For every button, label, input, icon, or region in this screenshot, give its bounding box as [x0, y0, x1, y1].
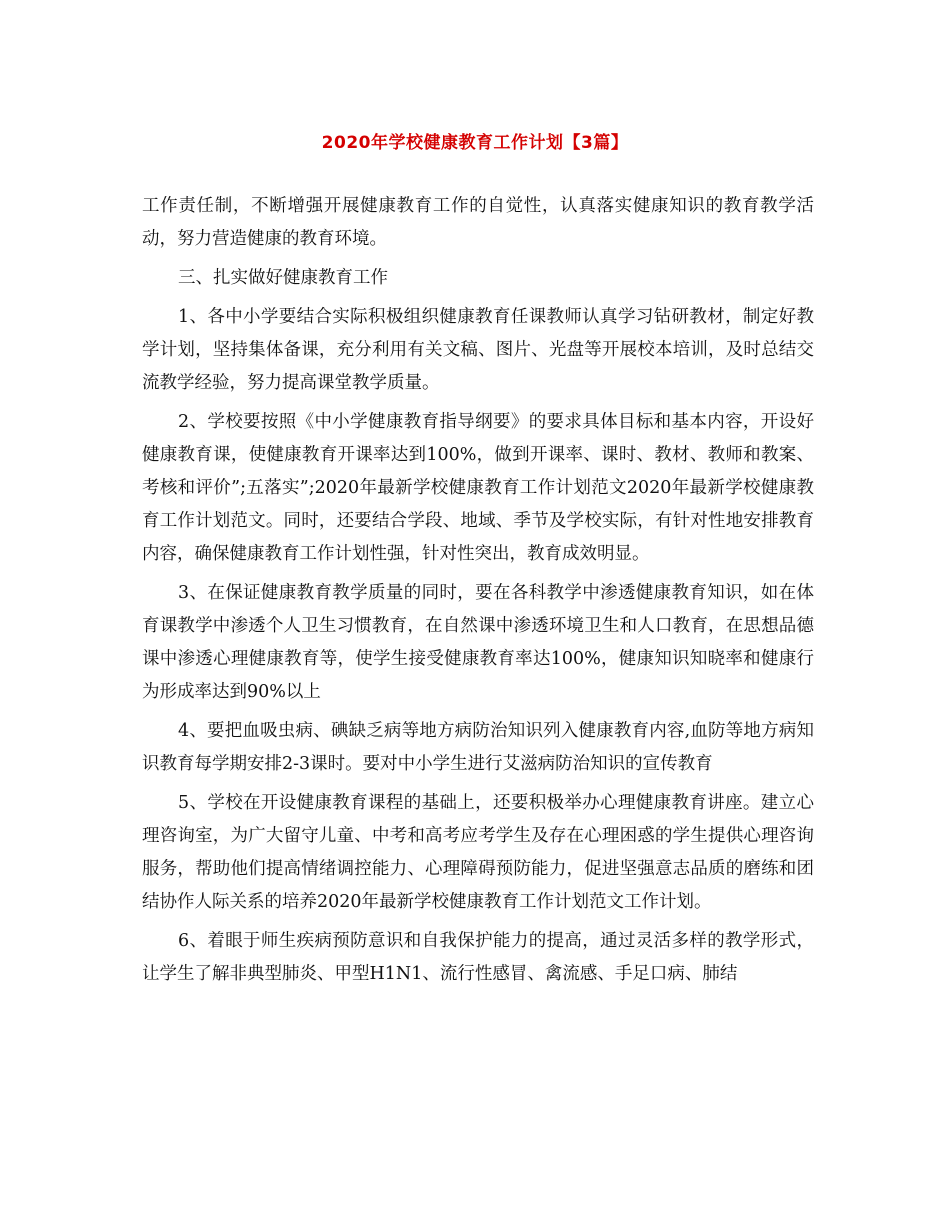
- paragraph-item-4: 4、要把血吸虫病、碘缺乏病等地方病防治知识列入健康教育内容,血防等地方病知识教育每学期安排2-3课时。要对中小学生进行艾滋病防治知识的宣传教育: [142, 721, 814, 774]
- paragraph-item-2: 2、学校要按照《中小学健康教育指导纲要》的要求具体目标和基本内容，开设好健康教育课，使健康教育开课率达到100%，做到开课率、课时、教材、教师和教案、考核和评价”;五落实”;2020年最新学校健康教育工作计划范文2020年最新学校健康教育工作计划范文。同时，还要结合学段、地域、季节及学校实际，有针对性地安排教育内容，确保健康教育工作计划性强，针对性突出，教育成效明显。: [142, 412, 814, 564]
- paragraph-item-3: 3、在保证健康教育教学质量的同时，要在各科教学中渗透健康教育知识，如在体育课教学中渗透个人卫生习惯教育，在自然课中渗透环境卫生和人口教育，在思想品德课中渗透心理健康教育等，使学生接受健康教育率达100%，健康知识知晓率和健康行为形成率达到90%以上: [142, 583, 814, 702]
- paragraph-item-6: 6、着眼于师生疾病预防意识和自我保护能力的提高，通过灵活多样的教学形式，让学生了解非典型肺炎、甲型H1N1、流行性感冒、禽流感、手足口病、肺结: [142, 931, 814, 984]
- paragraph-item-5: 5、学校在开设健康教育课程的基础上，还要积极举办心理健康教育讲座。建立心理咨询室，为广大留守儿童、中考和高考应考学生及存在心理困惑的学生提供心理咨询服务，帮助他们提高情绪调控能力、心理障碍预防能力，促进坚强意志品质的磨练和团结协作人际关系的培养2020年最新学校健康教育工作计划范文工作计划。: [142, 793, 814, 912]
- document-title: 2020年学校健康教育工作计划【3篇】: [321, 133, 629, 153]
- document-body: [142, 190, 814, 991]
- section-heading: 三、扎实做好健康教育工作: [178, 268, 388, 288]
- paragraph-continuation: 工作责任制，不断增强开展健康教育工作的自觉性，认真落实健康知识的教育教学活动，努力营造健康的教育环境。: [142, 196, 814, 249]
- paragraph-item-1: 1、各中小学要结合实际积极组织健康教育任课教师认真学习钻研教材，制定好教学计划，坚持集体备课，充分利用有关文稿、图片、光盘等开展校本培训，及时总结交流教学经验，努力提高课堂教学质量。: [142, 307, 814, 393]
